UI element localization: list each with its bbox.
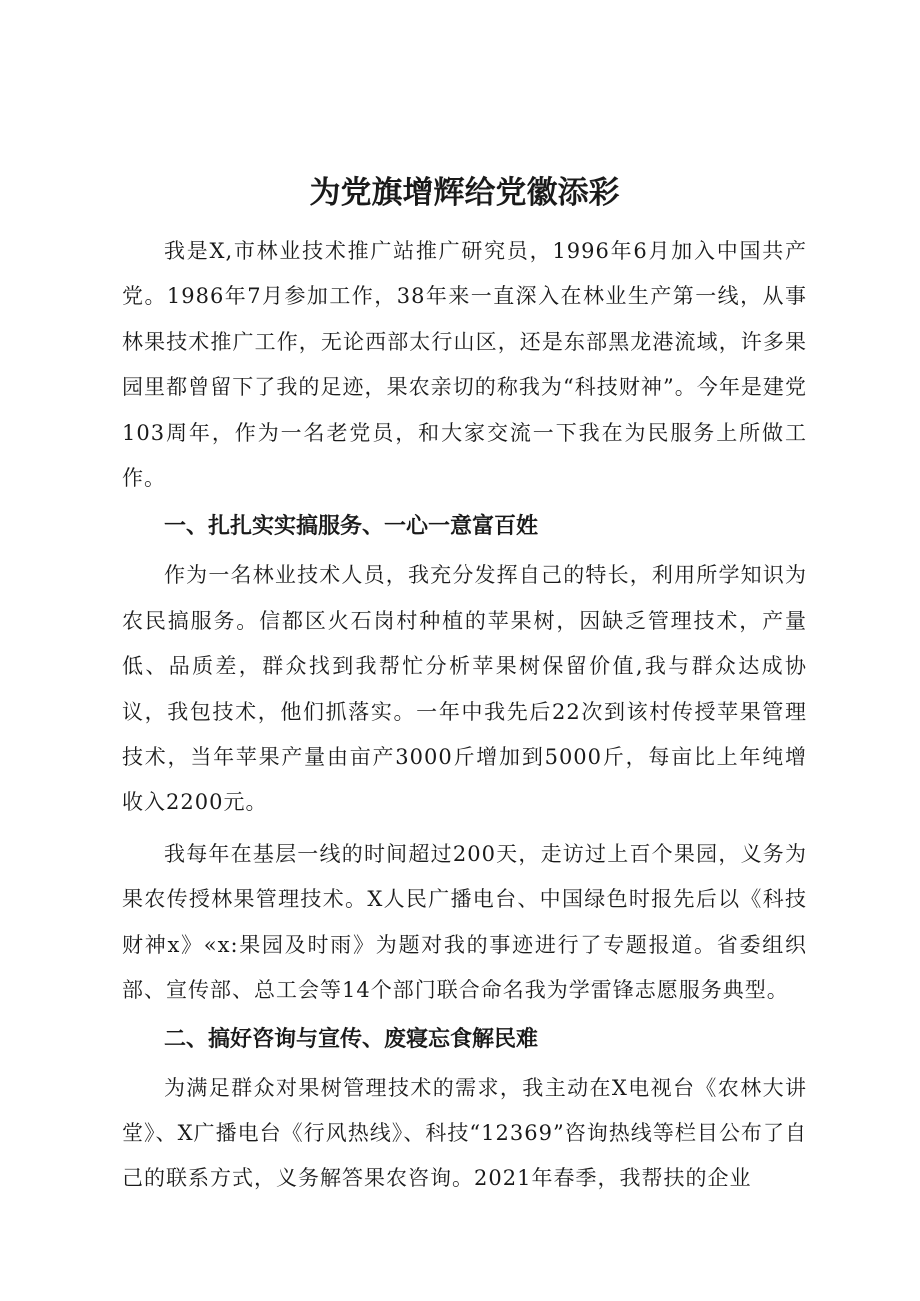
section-2-paragraph-1: 为满足群众对果树管理技术的需求，我主动在X电视台《农林大讲堂》、X广播电台《行风热线》、科技“12369”咨询热线等栏目公布了自己的联系方式，义务解答果农咨询。2021年春季，我帮扶的企业: [122, 1075, 807, 1191]
intro-paragraph: 我是X,市林业技术推广站推广研究员，1996年6月加入中国共产党。1986年7月参加工作，38年来一直深入在林业生产第一线，从事林果技术推广工作，无论西部太行山区，还是东部黑龙港流域，许多果园里都曾留下了我的足迹，果农亲切的称我为“科技财神”。今年是建党103周年，作为一名老党员，和大家交流一下我在为民服务上所做工作。: [122, 239, 807, 491]
section-heading-2: 二、搞好咨询与宣传、废寝忘食解民难: [164, 1026, 539, 1052]
section-heading-1: 一、扎扎实实搞服务、一心一意富百姓: [164, 514, 539, 540]
document-body: [122, 165, 807, 1202]
section-1-paragraph-1: 作为一名林业技术人员，我充分发挥自己的特长，利用所学知识为农民搞服务。信都区火石岗村种植的苹果树，因缺乏管理技术，产量低、品质差，群众找到我帮忙分析苹果树保留价值,我与群众达成协议，我包技术，他们抓落实。一年中我先后22次到该村传授苹果管理技术，当年苹果产量由亩产3000斤增加到5000斤，每亩比上年纯增收入2200元。: [122, 563, 807, 815]
document-title: 为党旗增辉给党徽添彩: [309, 175, 620, 211]
section-1-paragraph-2: 我每年在基层一线的时间超过200天，走访过上百个果园，义务为果农传授林果管理技术。X人民广播电台、中国绿色时报先后以《科技财神x》«x:果园及时雨》为题对我的事迹进行了专题报道。省委组织部、宣传部、总工会等14个部门联合命名我为学雷锋志愿服务典型。: [122, 841, 807, 1003]
